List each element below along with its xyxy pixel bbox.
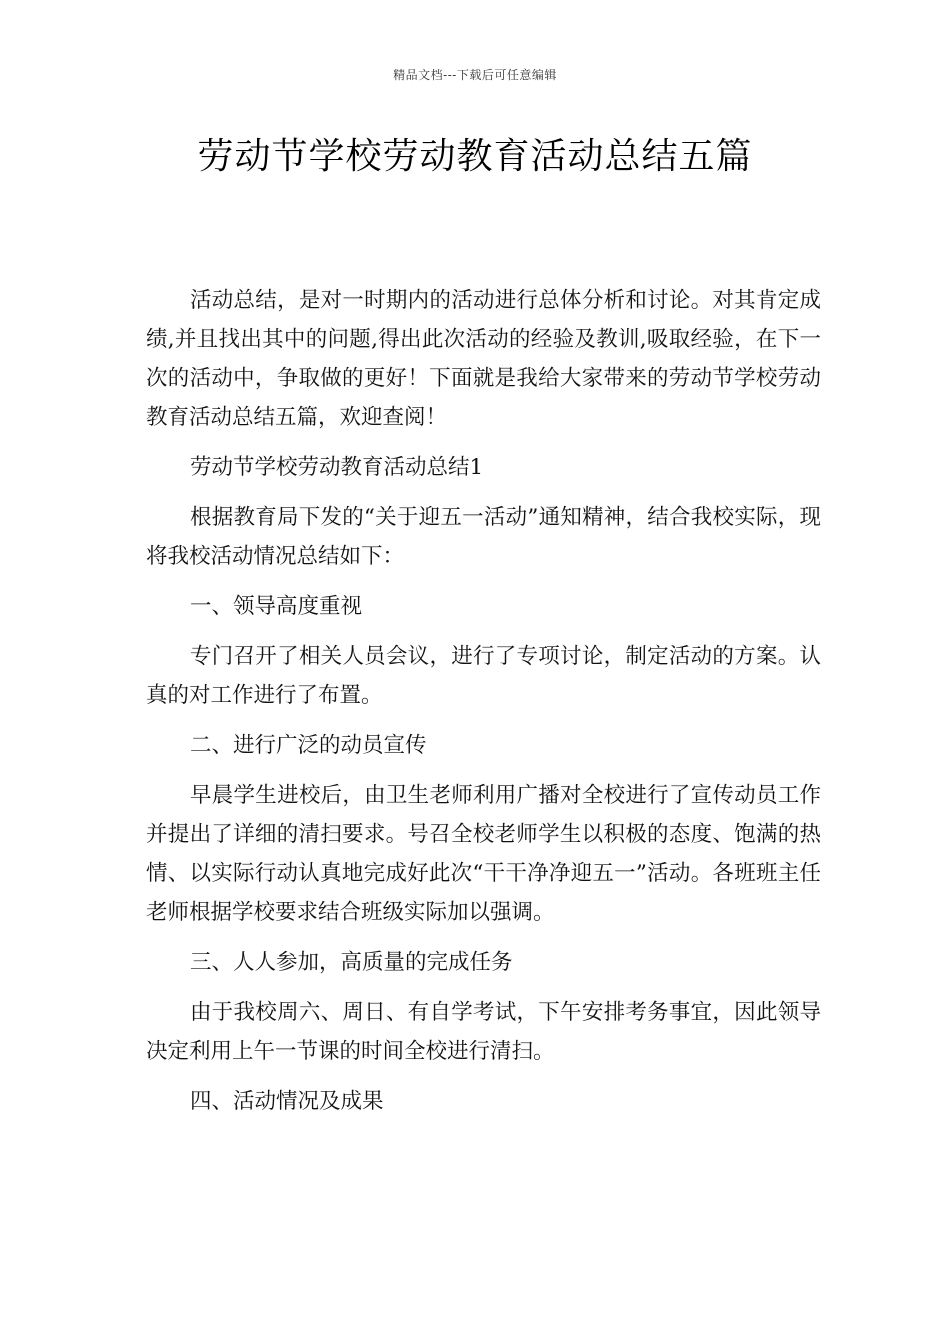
section-heading-3: 三、人人参加，高质量的完成任务 (190, 950, 513, 975)
paragraph-intro: 活动总结，是对一时期内的活动进行总体分析和讨论。对其肯定成绩,并且找出其中的问题,得出此次活动的经验及教训,吸取经验，在下一次的活动中，争取做的更好！下面就是我给大家带来的劳动节学校劳动教育活动总结五篇，欢迎查阅！ (146, 288, 821, 430)
section-heading-4: 四、活动情况及成果 (190, 1089, 384, 1114)
document-body (146, 281, 821, 1132)
document-title: 劳动节学校劳动教育活动总结五篇 (197, 136, 753, 177)
header-note: 精品文档---下载后可任意编辑 (393, 68, 557, 82)
section-heading-1: 一、领导高度重视 (190, 594, 363, 619)
paragraph-mobilization: 早晨学生进校后，由卫生老师利用广播对全校进行了宣传动员工作并提出了详细的清扫要求。号召全校老师学生以积极的态度、饱满的热情、以实际行动认真地完成好此次“干干净净迎五一”活动。各班班主任老师根据学校要求结合班级实际加以强调。 (146, 783, 821, 925)
section-heading-2: 二、进行广泛的动员宣传 (190, 733, 427, 758)
paragraph-schedule: 由于我校周六、周日、有自学考试，下午安排考务事宜，因此领导决定利用上午一节课的时间全校进行清扫。 (146, 1000, 821, 1064)
section-title-summary-1: 劳动节学校劳动教育活动总结1 (190, 455, 484, 480)
paragraph-meeting: 专门召开了相关人员会议，进行了专项讨论，制定活动的方案。认真的对工作进行了布置。 (146, 644, 821, 708)
paragraph-context: 根据教育局下发的“关于迎五一活动”通知精神，结合我校实际，现将我校活动情况总结如下： (146, 505, 821, 569)
